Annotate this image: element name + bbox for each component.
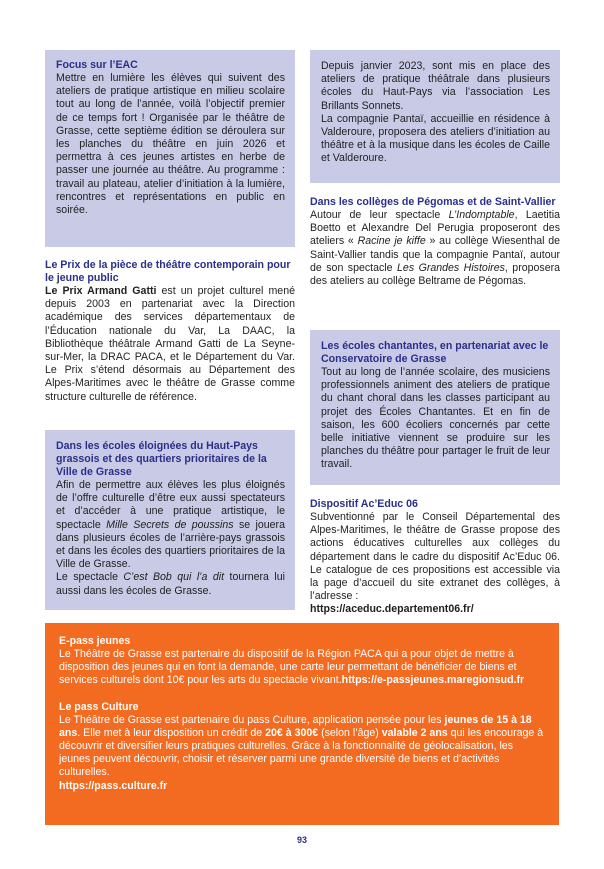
- passculture-text: Le Théâtre de Grasse est partenaire du pass Culture, application pensée pour les jeunes de 15 à 18 ans. Elle met à leur disposition un crédit de 20€ à 300€ (selon l’âge) valable 2 ans qui les encourage à découvrir et diversifier leurs pratiques culturelles. Grâce à la fonctionnalité de géolocalisation, les jeunes peuvent découvrir, choisir et réserver parmi une grande diversité de biens et d’activités culturelles.: [59, 713, 544, 779]
- epass-link[interactable]: https://e-passjeunes.maregionsud.fr: [341, 674, 525, 687]
- aceduc-section: [310, 498, 560, 617]
- chantantes-text: Tout au long de l’année scolaire, des musiciens professionnels animent des ateliers de pratique du chant choral dans les classes participant au projet des Écoles Chantantes. Et en fin de saison, les 600 écoliers concernés par cette belle initiative viennent se produire sur les planches du théâtre pour partager le fruit de leur travail.: [321, 366, 550, 471]
- hautpays-box: [310, 50, 560, 183]
- prix-title: Le Prix de la pièce de théâtre contemporain pour le jeune public: [45, 259, 291, 284]
- eac-title: Focus sur l’EAC: [56, 59, 138, 71]
- eac-text: Mettre en lumière les élèves qui suivent des ateliers de pratique artistique en milieu scolaire tout au long de l’année, voilà l’objectif premier de ce temps fort ! Organisée par le théâtre de Grasse, cette septième édition se déroulera sur les planches du théâtre en juin 2026 et permettra à ces jeunes artistes en herbe de passer une journée au théâtre. Au programme : travail au plateau, atelier d’initiation à la lumière, rencontres et représentations en public en soirée.: [56, 72, 285, 217]
- colleges-title: Dans les collèges de Pégomas et de Saint-Vallier: [310, 196, 556, 208]
- eac-box: [45, 50, 295, 247]
- ecoles-text: Afin de permettre aux élèves les plus éloignés de l’offre culturelle d’être eux aussi spectateurs et d’accéder à une pratique artistique, le spectacle Mille Secrets de poussins se jouera dans plusieurs écoles de l’arrière-pays grassois et dans les écoles des quartiers prioritaires de la Ville de Grasse.: [56, 479, 285, 571]
- aceduc-title: Dispositif Ac’Educ 06: [310, 498, 418, 510]
- hautpays-text-1: Depuis janvier 2023, sont mis en place des ateliers de pratique théâtrale dans plusieurs écoles du Haut-Pays via l’association Les Brillants Sonnets.: [321, 60, 550, 112]
- prix-section: [45, 259, 295, 404]
- ecoles-text-2: Le spectacle C’est Bob qui l’a dit tournera lui aussi dans les écoles de Grasse.: [56, 571, 285, 597]
- colleges-text: Autour de leur spectacle L’Indomptable, Laetitia Boetto et Alexandre Del Perugia proposeront des ateliers « Racine je kiffe » au collège Wiesenthal de Saint-Vallier tandis que la compagnie Pantaï, autour de son spectacle Les Grandes Histoires, proposera des ateliers au collège Beltrame de Pégomas.: [310, 209, 561, 288]
- chantantes-title: Les écoles chantantes, en partenariat avec le Conservatoire de Grasse: [321, 340, 549, 365]
- ecoles-box: [45, 430, 295, 610]
- epass-text: Le Théâtre de Grasse est partenaire du dispositif de la Région PACA qui a pour objet de mettre à disposition des jeunes qui en font la demande, une carte leur permettant de bénéficier de biens et services culturels dont 10€ pour les arts du spectacle vivant.https://e-passjeunes.maregionsud.fr: [59, 648, 525, 687]
- colleges-section: [310, 196, 560, 288]
- aceduc-link[interactable]: https://aceduc.departement06.fr/: [310, 603, 474, 616]
- page-number: 93: [296, 835, 307, 845]
- chantantes-box: [310, 330, 560, 485]
- prix-text: Le Prix Armand Gatti est un projet culturel mené depuis 2003 en partenariat avec la Direction académique des services départementaux de l’Éducation nationale du Var, La DAAC, la Bibliothèque théâtrale Armand Gatti de La Seyne-sur-Mer, la DRAC PACA, et le Département du Var. Le Prix s’étend désormais au Département des Alpes-Maritimes avec le théâtre de Grasse comme structure culturelle de référence.: [45, 285, 295, 403]
- aceduc-text: Subventionné par le Conseil Départemental des Alpes-Maritimes, le théâtre de Grasse propose des actions éducatives culturelles aux collèges du département dans le cadre du dispositif Ac’Educ 06. Le catalogue de ces propositions est accessible via la page d’accueil du site extranet des collèges, à l’adresse :: [310, 511, 560, 603]
- ecoles-title: Dans les écoles éloignées du Haut-Pays grassois et des quartiers prioritaires de la Ville de Grasse: [56, 440, 267, 478]
- youth-pass-box: [45, 623, 559, 825]
- passculture-link[interactable]: https://pass.culture.fr: [59, 779, 168, 792]
- show-title: Mille Secrets de poussins: [106, 518, 234, 531]
- show-title: C’est Bob qui l’a dit: [123, 571, 225, 584]
- passculture-title: Le pass Culture: [59, 700, 139, 713]
- epass-title: E-pass jeunes: [59, 635, 131, 647]
- prix-name: Le Prix Armand Gatti: [45, 285, 157, 297]
- hautpays-text-2: La compagnie Pantaï, accueillie en résidence à Valderoure, proposera des ateliers d’initiation au théâtre et à la musique dans les écoles de Caille et Valderoure.: [321, 112, 550, 165]
